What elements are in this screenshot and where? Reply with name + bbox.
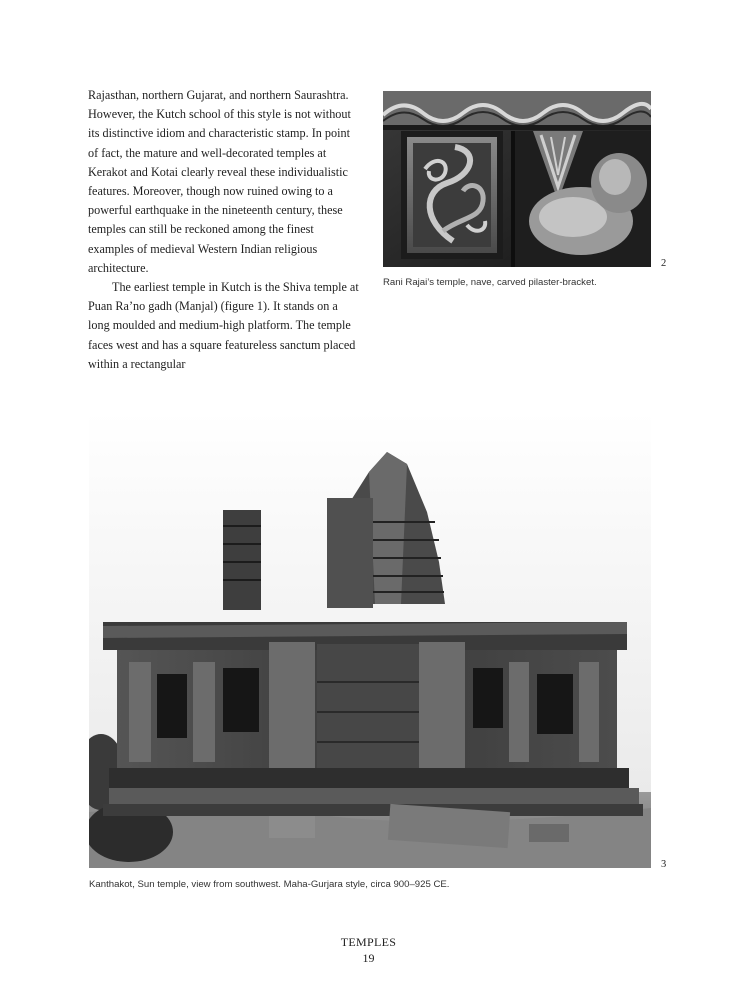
- figure-3-number: 3: [661, 859, 667, 870]
- figure-2-caption: Rani Rajai’s temple, nave, carved pilaster-bracket.: [383, 277, 597, 288]
- sun-temple-image: [89, 412, 651, 868]
- body-paragraph-2: The earliest temple in Kutch is the Shiva temple at Puan Ra’no gadh (Manjal) (figure 1). It stands on a long moulded and medium-high platform. The temple faces west and has a square featureless sanctum placed within a rectangular: [88, 280, 359, 371]
- figure-3-photo: [89, 412, 651, 868]
- figure-2-photo: [383, 91, 651, 267]
- figure-2-number: 2: [661, 258, 667, 269]
- carved-bracket-image: [383, 91, 651, 267]
- running-footer-section: TEMPLES: [340, 935, 397, 949]
- page-number: 19: [362, 951, 375, 965]
- body-text-column: [88, 86, 360, 374]
- figure-3-caption: Kanthakot, Sun temple, view from southwest. Maha-Gurjara style, circa 900–925 CE.: [89, 879, 450, 890]
- body-paragraph-1: Rajasthan, northern Gujarat, and northern Saurashtra. However, the Kutch school of this style is not without its distinctive idiom and characteristic stamp. In point of fact, the mature and well-decorated temples at Kerakot and Kotai clearly reveal these individualistic features. Moreover, though now ruined owing to a powerful earthquake in the nineteenth century, these temples can still be reckoned among the finest examples of medieval Western Indian religious architecture.: [88, 88, 351, 275]
